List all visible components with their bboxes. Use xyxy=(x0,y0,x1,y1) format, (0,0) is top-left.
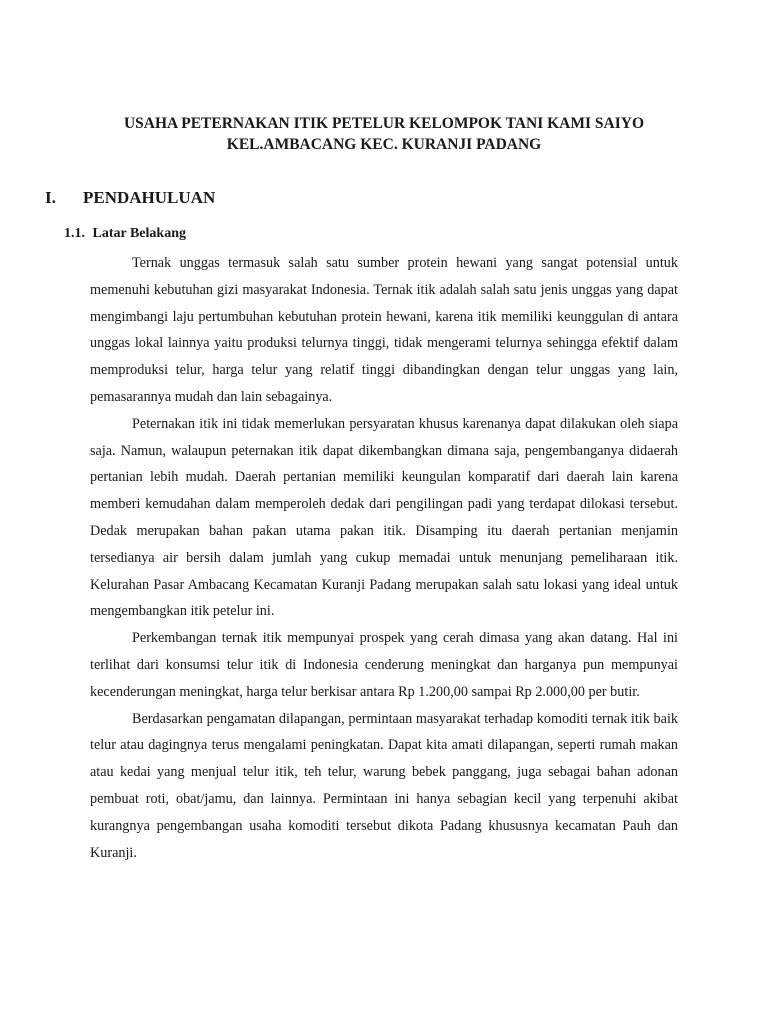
body-text xyxy=(90,250,678,866)
paragraph: Berdasarkan pengamatan dilapangan, permintaan masyarakat terhadap komoditi ternak itik baik telur atau dagingnya terus mengalami peningkatan. Dapat kita amati dilapangan, seperti rumah makan atau kedai yang menjual telur itik, teh telur, warung bebek panggang, juga sebagai bahan adonan pembuat roti, obat/jamu, dan lainnya. Permintaan ini hanya sebagian kecil yang terpenuhi akibat kurangnya pengembangan usaha komoditi tersebut dikota Padang khususnya kecamatan Pauh dan Kuranji. xyxy=(90,710,678,861)
title-line-2: KEL.AMBACANG KEC. KURANJI PADANG xyxy=(226,136,542,153)
chapter-number: I. xyxy=(45,188,56,207)
section-number: 1.1. xyxy=(64,226,85,241)
paragraph: Perkembangan ternak itik mempunyai prospek yang cerah dimasa yang akan datang. Hal ini terlihat dari konsumsi telur itik di Indonesia cenderung meningkat dan harganya pun mempunyai kecenderungan meningkat, harga telur berkisar antara Rp 1.200,00 sampai Rp 2.000,00 per butir. xyxy=(90,630,678,700)
paragraph: Peternakan itik ini tidak memerlukan persyaratan khusus karenanya dapat dilakukan oleh siapa saja. Namun, walaupun peternakan itik dapat dikembangkan dimana saja, pengembanganya didaerah pertanian lebih mudah. Daerah pertanian memiliki keungulan komparatif dari daerah lain karena memberi kemudahan dalam memperoleh dedak dari pengilingan padi yang terdapat dilokasi tersebut. Dedak merupakan bahan pakan utama pakan itik. Disamping itu daerah pertanian menjamin tersedianya air bersih dalam jumlah yang cukup memadai untuk menunjang pemeliharaan itik. Kelurahan Pasar Ambacang Kecamatan Kuranji Padang merupakan salah satu lokasi yang ideal untuk mengembangkan itik petelur ini. xyxy=(90,415,678,620)
chapter-title: PENDAHULUAN xyxy=(83,188,216,207)
section-heading xyxy=(64,226,186,242)
paragraph: Ternak unggas termasuk salah satu sumber protein hewani yang sangat potensial untuk memenuhi kebutuhan gizi masyarakat Indonesia. Ternak itik adalah salah satu jenis unggas yang dapat mengimbangi laju pertumbuhan kebutuhan protein hewani, karena itik memiliki keunggulan di antara unggas lokal lainnya yaitu produksi telurnya tinggi, tidak mengerami telurnya sehingga efektif dalam memproduksi telur, harga telur yang relatif tinggi dibandingkan dengan telur unggas yang lain, pemasarannya mudah dan lain sebagainya. xyxy=(90,255,678,405)
document-title xyxy=(60,113,708,155)
title-line-1: USAHA PETERNAKAN ITIK PETELUR KELOMPOK TANI KAMI SAIYO xyxy=(123,115,645,132)
section-title: Latar Belakang xyxy=(92,226,186,241)
